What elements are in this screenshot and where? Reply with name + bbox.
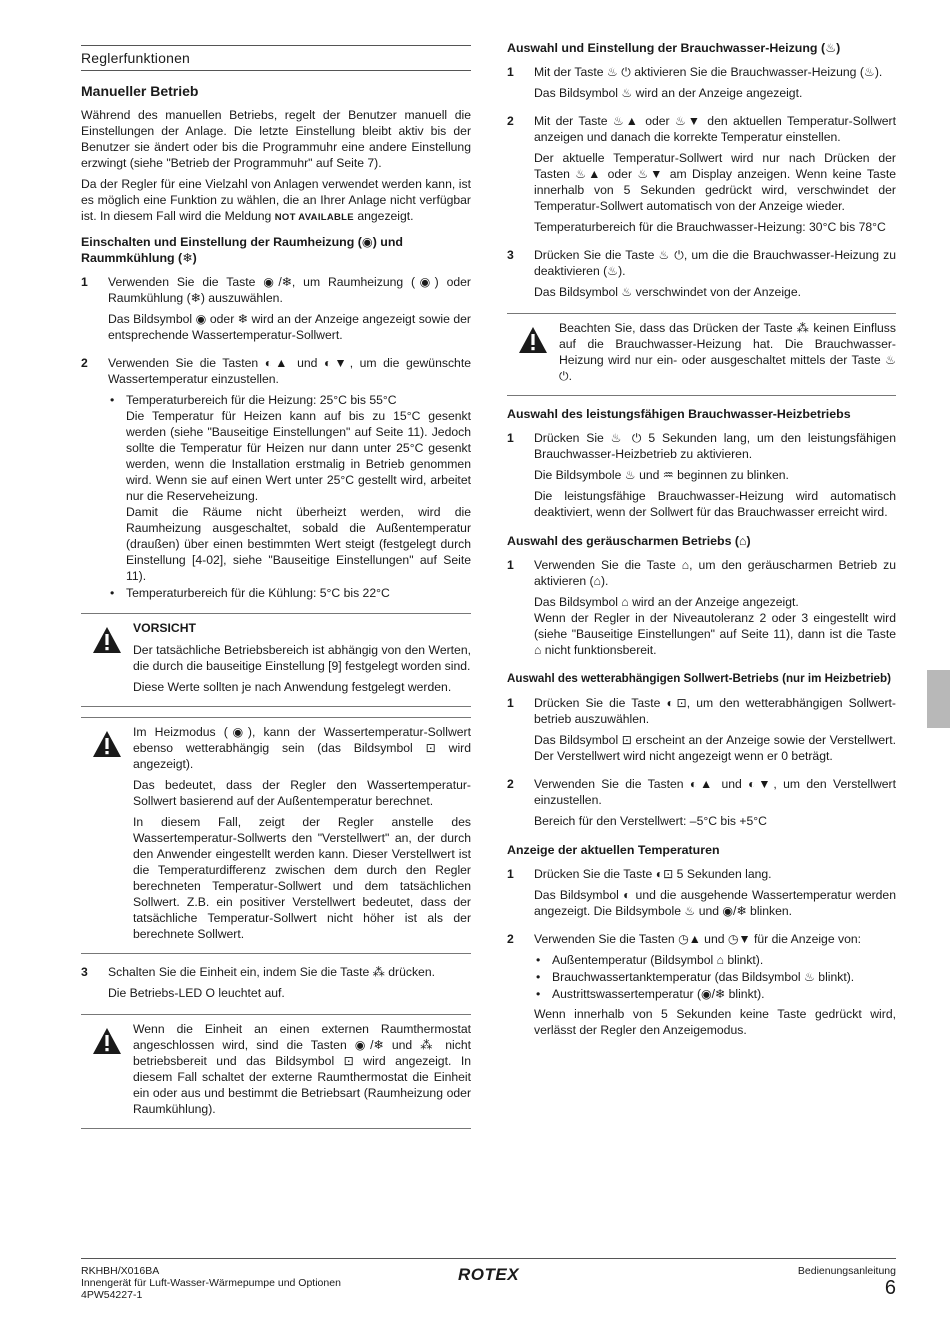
warning-icon <box>92 626 122 654</box>
footer-right <box>798 1265 896 1299</box>
document-type: Bedienungsanleitung <box>797 1265 896 1277</box>
quiet-step-1: 1 Verwenden Sie die Taste ⌂, um den geräuscharmen Betrieb zu aktivieren (⌂). Das Bildsymbol ⌂ wird an der Anzeige angezeigt. Wenn der Regler in der Niveautoleranz 2 oder 3 eingestellt wird (siehe "Bauseitige Einstellungen" auf Seite 11), dann ist die Taste ⌂ nicht funktionsbereit. <box>507 558 896 657</box>
intro-paragraph-2: Da der Regler für eine Vielzahl von Anlagen verwendet werden kann, ist es möglich eine Funktion zu wählen, die an Ihrer Anlage nicht verfügbar ist. In diesem Fall wird die Meldung NOT AVAILABLE angezeigt. <box>81 177 471 223</box>
section-header <box>81 45 471 71</box>
warning-icon <box>92 730 122 758</box>
left-column <box>81 40 471 1139</box>
caution-title: VORSICHT <box>133 621 196 635</box>
page-number: 6 <box>884 1277 896 1299</box>
heading-quiet-mode: Auswahl des geräuscharmen Betriebs (⌂) <box>507 534 751 548</box>
temps-step-2: 2 Verwenden Sie die Tasten ◷▲ und ◷▼ für die Anzeige von: • Außentemperatur (Bildsymbol ⌂ blinkt). • Brauchwassertanktemperatur (das Bildsymbol ♨ blinkt). • Austrittswassertemperatur (◉/❄ blinkt). Wenn innerhalb von 5 Sekunden keine Taste gedrückt wird, verlässt der Regler den Anzeigemodus. <box>507 931 896 1043</box>
chapter-tab <box>927 670 950 728</box>
dhw-step-3: 3 Drücken Sie die Taste ♨ ⏻, um die die Brauchwasser-Heizung zu deaktivieren (♨). Das Bildsymbol ♨ verschwindet von der Anzeige. <box>507 248 896 299</box>
heading-current-temps: Anzeige der aktuellen Temperaturen <box>507 843 720 857</box>
product-name: Innengerät für Luft-Wasser-Wärmepumpe und Optionen <box>81 1277 341 1289</box>
brand-logo: ROTEX <box>458 1265 520 1284</box>
dhw-step-2: 2 Mit der Taste ♨▲ oder ♨▼ den aktuellen Temperatur-Sollwert anzeigen und danach die korrekte Temperatur einstellen. Der aktuelle Temperatur-Sollwert wird nur nach Drücken der Tasten ♨▲ oder ♨▼ am Display anzeigen. Wenn keine Taste innerhalb von 5 Sekunden gedrückt wird, verschwindet der Temperatur-Sollwert automatisch von der Anzeige wieder. Temperaturbereich für die Brauchwasser-Heizung: 30°C bis 78°C <box>507 114 896 234</box>
thermostat-note: Wenn die Einheit an einen externen Raumthermostat angeschlossen wird, sind die Tasten ◉/❄ und ⁂ nicht betriebsbereit und das Bildsymbol ⊡ wird angezeigt. In diesem Fall schaltet der externe Raumthermostat die Einheit ein oder aus und bestimmt die Betriebsart (Raumheizung oder Raumkühlung). <box>81 1014 471 1129</box>
step-1: 1 Verwenden Sie die Taste ◉/❄, um Raumheizung (◉) oder Raumkühlung (❄) auszuwählen. Das Bildsymbol ◉ oder ❄ wird an der Anzeige angezeigt sowie der entsprechende Wassertemperatur-Sollwert. <box>81 275 471 342</box>
weather-step-2: 2 Verwenden Sie die Tasten ◐▲ und ◐▼, um den Verstellwert einzustellen. Bereich für den Verstellwert: –5°C bis +5°C <box>507 777 896 828</box>
subsection-title: Manueller Betrieb <box>81 83 199 99</box>
document-code: 4PW54227-1 <box>81 1289 143 1301</box>
intro-paragraph: Während des manuellen Betriebs, regelt der Benutzer manuell die Einstellungen der Anlage. Die letzte Einstellung bleibt aktiv bis der Benutzer sie ändert oder bis die Programmuhr eine andere Einstellung erzwingt (siehe "Betrieb der Programmuhr" auf Seite 7). <box>81 108 471 170</box>
heading-space-heating: Einschalten und Einstellung der Raumheizung (◉) und Raummkühlung (❄) <box>81 235 403 265</box>
right-column <box>507 36 896 1050</box>
caution-note: VORSICHT Der tatsächliche Betriebsbereich ist abhängig von den Werten, die durch die bauseitige Einstellung [9] festgelegt worden sind. Diese Werte sollten je nach Anwendung festgelegt werden. <box>81 613 471 707</box>
list-item: • Außentemperatur (Bildsymbol ⌂ blinkt). <box>534 952 896 968</box>
heading-powerful-dhw: Auswahl des leistungsfähigen Brauchwasser-Heizbetriebs <box>507 407 851 421</box>
not-available-message: NOT AVAILABLE <box>274 212 354 223</box>
temps-list <box>534 952 896 1002</box>
step-2: 2 Verwenden Sie die Tasten ◐▲ und ◐▼, um die gewünschte Wassertemperatur einzustellen. • Temperaturbereich für die Heizung: 25°C bis 55°C Die Temperatur für Heizen kann auf bis zu 15°C gesenkt werden (siehe "Bauseitige Einstellungen" auf Seite 11). Jedoch sollte die Temperatur für Heizen nur dann unter 25°C gesenkt werden, wenn die Installation erstmalig in Betrieb genommen wird. Wenn sie auf einen Wert unter 25°C gestellt wird, arbeitet nur die Reserveheizung. Damit die Räume nicht überheizt werden, wird die Raumheizung ausgeschaltet, sobald die Außentemperatur (draußen) über einen bestimmten Wert steigt (festgelegt durch Einstellung [4-02], siehe "Bauseitige Einstellungen" auf Seite 11). • Temperaturbereich für die Kühlung: 5°C bis 22°C <box>81 355 471 605</box>
weather-dependent-note: Im Heizmodus (◉), kann der Wassertemperatur-Sollwert ebenso wetterabhängig sein (das Bildsymbol ⊡ wird angezeigt). Das bedeutet, dass der Regler den Wassertemperatur-Sollwert basierend auf der Außentemperatur berechnet. In diesem Fall, zeigt der Regler anstelle des Wassertemperatur-Sollwerts den "Verstellwert" an, der durch den Anwender eingestellt werden kann. Dieser Verstellwert ist die Temperaturdifferenz zwischen dem durch den Regler berechneten Temperatur-Sollwert und dem tatsächlichen Sollwert. Z.B. ein positiver Verstellwert bedeutet, dass der tatsächliche Temperatur-Sollwert nicht höher ist als der berechnete Sollwert. <box>81 717 471 954</box>
heading-weather-mode: Auswahl des wetterabhängigen Sollwert-Betriebs (nur im Heizbetrieb) <box>507 672 891 685</box>
list-item: • Temperaturbereich für die Heizung: 25°C bis 55°C Die Temperatur für Heizen kann auf bis zu 15°C gesenkt werden (siehe "Bauseitige Einstellungen" auf Seite 11). Jedoch sollte die Temperatur für Heizen nur dann unter 25°C gesenkt werden, wenn die Installation erstmalig in Betrieb genommen wird. Wenn sie auf einen Wert unter 25°C gestellt wird, arbeitet nur die Reserveheizung. Damit die Räume nicht überheizt werden, wird die Raumheizung ausgeschaltet, sobald die Außentemperatur (draußen) über einen bestimmten Wert steigt (festgelegt durch Einstellung [4-02], siehe "Bauseitige Einstellungen" auf Seite 11). <box>108 392 471 584</box>
dhw-step-1: 1 Mit der Taste ♨ ⏻ aktivieren Sie die Brauchwasser-Heizung (♨). Das Bildsymbol ♨ wird an der Anzeige angezeigt. <box>507 65 883 100</box>
footer-left <box>81 1265 341 1301</box>
section-title: Reglerfunktionen <box>81 50 191 66</box>
step-3: 3 Schalten Sie die Einheit ein, indem Sie die Taste ⁂ drücken. Die Betriebs-LED O leuchtet auf. <box>81 965 435 1000</box>
temp-range-list <box>108 392 471 601</box>
list-item: • Austrittswassertemperatur (◉/❄ blinkt). <box>534 986 896 1002</box>
list-item: • Temperaturbereich für die Kühlung: 5°C bis 22°C <box>108 585 471 601</box>
page-footer <box>81 1258 896 1301</box>
heading-dhw: Auswahl und Einstellung der Brauchwasser-Heizung (♨) <box>507 41 841 55</box>
warning-icon <box>92 1027 122 1055</box>
weather-step-1: 1 Drücken Sie die Taste ◐⊡, um den wetterabhängigen Sollwert-betrieb auszuwählen. Das Bildsymbol ⊡ erscheint an der Anzeige sowie der Verstellwert. Der Verstellwert wird nicht angezeigt wenn er 0 beträgt. <box>507 696 896 763</box>
list-item: • Brauchwassertanktemperatur (das Bildsymbol ♨ blinkt). <box>534 969 896 985</box>
model-number: RKHBH/X016BA <box>81 1265 160 1277</box>
dhw-note: Beachten Sie, dass das Drücken der Taste ⁂ keinen Einfluss auf die Brauchwasser-Heizung hat. Die Brauchwasser-Heizung wird nur ein- oder ausgeschaltet mittels der Taste ♨ ⏻. <box>507 313 896 396</box>
power-step-1: 1 Drücken Sie ♨ ⏻ 5 Sekunden lang, um den leistungsfähigen Brauchwasser-Heizbetrieb zu aktivieren. Die Bildsymbole ♨ und ♒ beginnen zu blinken. Die leistungsfähige Brauchwasser-Heizung wird automatisch deaktiviert, wenn der Sollwert für das Brauchwasser erreicht wird. <box>507 431 896 519</box>
warning-icon <box>518 326 548 354</box>
temps-step-1: 1 Drücken Sie die Taste ◐⊡ 5 Sekunden lang. Das Bildsymbol ◐ und die ausgehende Wassertemperatur werden angezeigt. Die Bildsymbole ♨ und ◉/❄ blinken. <box>507 867 896 918</box>
